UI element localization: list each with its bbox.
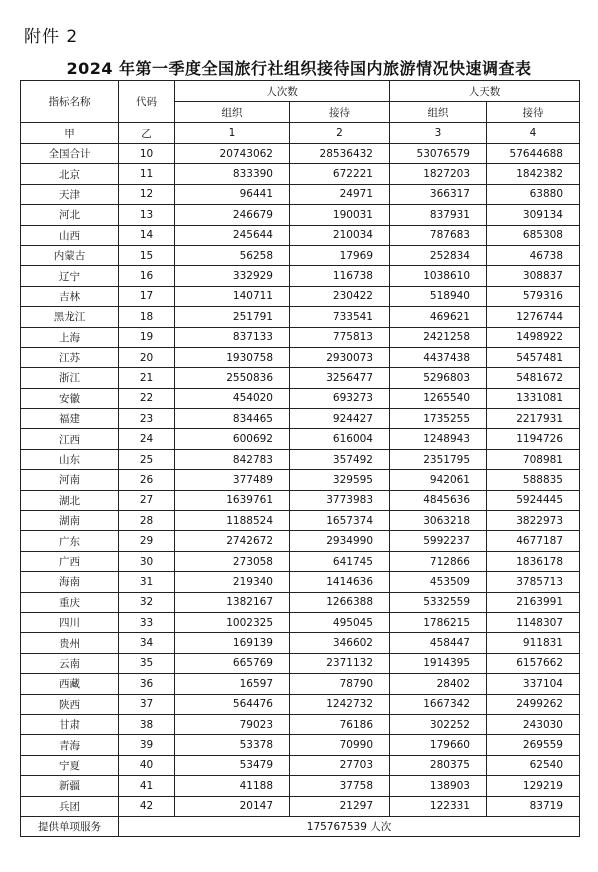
region-name-cell: 广东 [21,531,119,551]
organize-days-cell: 712866 [390,551,487,571]
code-cell: 40 [119,755,175,775]
receive-days-cell: 1276744 [487,307,580,327]
receive-times-cell: 775813 [290,327,390,347]
table-row [21,755,580,775]
table-row [21,409,580,429]
receive-days-cell: 6157662 [487,653,580,673]
receive-days-cell: 579316 [487,286,580,306]
code-cell: 28 [119,511,175,531]
organize-days-cell: 122331 [390,796,487,816]
receive-days-cell: 2163991 [487,592,580,612]
organize-days-cell: 1735255 [390,409,487,429]
organize-days-cell: 1038610 [390,266,487,286]
receive-times-cell: 3773983 [290,490,390,510]
table-row [21,205,580,225]
code-cell: 14 [119,225,175,245]
header-row-3 [21,123,580,144]
organize-times-cell: 1639761 [175,490,290,510]
receive-times-cell: 2371132 [290,653,390,673]
header-indicator: 指标名称 [21,81,119,123]
organize-times-cell: 53479 [175,755,290,775]
region-name-cell: 浙江 [21,368,119,388]
region-name-cell: 天津 [21,184,119,204]
document-title: 2024 年第一季度全国旅行社组织接待国内旅游情况快速调查表 [66,59,532,78]
region-name-cell: 内蒙古 [21,245,119,265]
header-col-4: 4 [487,123,580,144]
header-row-1 [21,81,580,102]
code-cell: 30 [119,551,175,571]
receive-times-cell: 190031 [290,205,390,225]
table-row [21,490,580,510]
code-cell: 20 [119,347,175,367]
region-name-cell: 重庆 [21,592,119,612]
header-person-times: 人次数 [175,81,390,102]
receive-days-cell: 46738 [487,245,580,265]
receive-days-cell: 243030 [487,714,580,734]
receive-days-cell: 4677187 [487,531,580,551]
code-cell: 36 [119,674,175,694]
receive-days-cell: 1498922 [487,327,580,347]
organize-days-cell: 53076579 [390,144,487,164]
region-name-cell: 河北 [21,205,119,225]
code-cell: 24 [119,429,175,449]
organize-times-cell: 245644 [175,225,290,245]
code-cell: 41 [119,776,175,796]
header-receive-days: 接待 [487,102,580,123]
code-cell: 27 [119,490,175,510]
receive-days-cell: 3822973 [487,511,580,531]
header-col-3: 3 [390,123,487,144]
organize-days-cell: 280375 [390,755,487,775]
receive-days-cell: 129219 [487,776,580,796]
region-name-cell: 湖南 [21,511,119,531]
region-name-cell: 安徽 [21,388,119,408]
region-name-cell: 贵州 [21,633,119,653]
organize-days-cell: 1786215 [390,612,487,632]
receive-days-cell: 308837 [487,266,580,286]
receive-times-cell: 495045 [290,612,390,632]
organize-days-cell: 1248943 [390,429,487,449]
organize-days-cell: 787683 [390,225,487,245]
table-row [21,225,580,245]
region-name-cell: 河南 [21,470,119,490]
header-code: 代码 [119,81,175,123]
header-label-b: 乙 [119,123,175,144]
organize-times-cell: 79023 [175,714,290,734]
organize-days-cell: 5992237 [390,531,487,551]
organize-times-cell: 1930758 [175,347,290,367]
organize-times-cell: 273058 [175,551,290,571]
organize-times-cell: 2550836 [175,368,290,388]
organize-times-cell: 20147 [175,796,290,816]
region-name-cell: 山东 [21,449,119,469]
receive-days-cell: 1148307 [487,612,580,632]
organize-times-cell: 665769 [175,653,290,673]
code-cell: 21 [119,368,175,388]
organize-times-cell: 251791 [175,307,290,327]
receive-days-cell: 2499262 [487,694,580,714]
region-name-cell: 陕西 [21,694,119,714]
organize-times-cell: 219340 [175,572,290,592]
receive-times-cell: 693273 [290,388,390,408]
receive-days-cell: 5924445 [487,490,580,510]
code-cell: 13 [119,205,175,225]
region-name-cell: 宁夏 [21,755,119,775]
organize-days-cell: 1667342 [390,694,487,714]
organize-days-cell: 453509 [390,572,487,592]
receive-times-cell: 346602 [290,633,390,653]
organize-days-cell: 2351795 [390,449,487,469]
code-cell: 32 [119,592,175,612]
code-cell: 31 [119,572,175,592]
receive-times-cell: 1266388 [290,592,390,612]
header-receive-times: 接待 [290,102,390,123]
organize-days-cell: 469621 [390,307,487,327]
code-cell: 19 [119,327,175,347]
table-row [21,714,580,734]
organize-days-cell: 179660 [390,735,487,755]
organize-times-cell: 1382167 [175,592,290,612]
receive-times-cell: 76186 [290,714,390,734]
code-cell: 11 [119,164,175,184]
code-cell: 18 [119,307,175,327]
code-cell: 17 [119,286,175,306]
organize-times-cell: 842783 [175,449,290,469]
receive-times-cell: 733541 [290,307,390,327]
organize-times-cell: 1188524 [175,511,290,531]
receive-times-cell: 17969 [290,245,390,265]
code-cell: 25 [119,449,175,469]
organize-times-cell: 1002325 [175,612,290,632]
receive-days-cell: 5457481 [487,347,580,367]
header-organize-times: 组织 [175,102,290,123]
code-cell: 35 [119,653,175,673]
table-row [21,592,580,612]
organize-times-cell: 20743062 [175,144,290,164]
organize-times-cell: 56258 [175,245,290,265]
code-cell: 26 [119,470,175,490]
receive-times-cell: 70990 [290,735,390,755]
table-row [21,347,580,367]
region-name-cell: 海南 [21,572,119,592]
region-name-cell: 湖北 [21,490,119,510]
receive-times-cell: 2930073 [290,347,390,367]
table-row [21,653,580,673]
table-row [21,266,580,286]
code-cell: 22 [119,388,175,408]
region-name-cell: 吉林 [21,286,119,306]
receive-days-cell: 1194726 [487,429,580,449]
receive-times-cell: 672221 [290,164,390,184]
footer-value: 175767539 人次 [119,816,580,836]
organize-days-cell: 458447 [390,633,487,653]
organize-days-cell: 1914395 [390,653,487,673]
table-row [21,612,580,632]
organize-days-cell: 5332559 [390,592,487,612]
receive-times-cell: 21297 [290,796,390,816]
table-row [21,449,580,469]
code-cell: 29 [119,531,175,551]
region-name-cell: 江西 [21,429,119,449]
header-person-days: 人天数 [390,81,580,102]
organize-days-cell: 942061 [390,470,487,490]
region-name-cell: 青海 [21,735,119,755]
organize-times-cell: 454020 [175,388,290,408]
receive-times-cell: 1414636 [290,572,390,592]
header-col-1: 1 [175,123,290,144]
receive-days-cell: 57644688 [487,144,580,164]
table-row [21,368,580,388]
footer-label: 提供单项服务 [21,816,119,836]
region-name-cell: 兵团 [21,796,119,816]
organize-days-cell: 302252 [390,714,487,734]
receive-times-cell: 24971 [290,184,390,204]
organize-days-cell: 3063218 [390,511,487,531]
table-row [21,776,580,796]
region-name-cell: 上海 [21,327,119,347]
table-row [21,388,580,408]
region-name-cell: 云南 [21,653,119,673]
receive-days-cell: 269559 [487,735,580,755]
code-cell: 42 [119,796,175,816]
region-name-cell: 福建 [21,409,119,429]
receive-times-cell: 616004 [290,429,390,449]
organize-times-cell: 564476 [175,694,290,714]
receive-days-cell: 3785713 [487,572,580,592]
organize-times-cell: 837133 [175,327,290,347]
organize-days-cell: 2421258 [390,327,487,347]
receive-times-cell: 2934990 [290,531,390,551]
region-name-cell: 甘肃 [21,714,119,734]
receive-days-cell: 1331081 [487,388,580,408]
organize-times-cell: 332929 [175,266,290,286]
organize-days-cell: 138903 [390,776,487,796]
code-cell: 16 [119,266,175,286]
receive-times-cell: 1657374 [290,511,390,531]
receive-days-cell: 63880 [487,184,580,204]
region-name-cell: 西藏 [21,674,119,694]
receive-days-cell: 2217931 [487,409,580,429]
organize-times-cell: 246679 [175,205,290,225]
receive-days-cell: 588835 [487,470,580,490]
table-row [21,286,580,306]
receive-times-cell: 357492 [290,449,390,469]
table-row [21,307,580,327]
footer-row [21,816,580,836]
table-row [21,551,580,571]
receive-times-cell: 28536432 [290,144,390,164]
code-cell: 12 [119,184,175,204]
header-col-2: 2 [290,123,390,144]
code-cell: 15 [119,245,175,265]
receive-days-cell: 83719 [487,796,580,816]
organize-days-cell: 837931 [390,205,487,225]
organize-times-cell: 2742672 [175,531,290,551]
organize-days-cell: 518940 [390,286,487,306]
table-row [21,531,580,551]
table-row [21,735,580,755]
organize-days-cell: 1827203 [390,164,487,184]
receive-times-cell: 116738 [290,266,390,286]
receive-times-cell: 37758 [290,776,390,796]
organize-days-cell: 4845636 [390,490,487,510]
receive-days-cell: 1842382 [487,164,580,184]
region-name-cell: 新疆 [21,776,119,796]
region-name-cell: 全国合计 [21,144,119,164]
receive-days-cell: 708981 [487,449,580,469]
receive-days-cell: 5481672 [487,368,580,388]
header-label-a: 甲 [21,123,119,144]
organize-times-cell: 834465 [175,409,290,429]
receive-days-cell: 337104 [487,674,580,694]
survey-table [20,80,580,837]
receive-times-cell: 329595 [290,470,390,490]
code-cell: 10 [119,144,175,164]
region-name-cell: 四川 [21,612,119,632]
code-cell: 33 [119,612,175,632]
receive-times-cell: 1242732 [290,694,390,714]
receive-times-cell: 27703 [290,755,390,775]
organize-days-cell: 28402 [390,674,487,694]
code-cell: 37 [119,694,175,714]
region-name-cell: 辽宁 [21,266,119,286]
region-name-cell: 黑龙江 [21,307,119,327]
code-cell: 38 [119,714,175,734]
table-row [21,327,580,347]
receive-days-cell: 685308 [487,225,580,245]
organize-times-cell: 16597 [175,674,290,694]
region-name-cell: 江苏 [21,347,119,367]
receive-days-cell: 1836178 [487,551,580,571]
attachment-label: 附件 2 [24,27,79,47]
organize-days-cell: 1265540 [390,388,487,408]
organize-days-cell: 252834 [390,245,487,265]
header-organize-days: 组织 [390,102,487,123]
table-row [21,470,580,490]
receive-days-cell: 309134 [487,205,580,225]
table-row [21,245,580,265]
receive-times-cell: 924427 [290,409,390,429]
receive-times-cell: 641745 [290,551,390,571]
table-row [21,796,580,816]
organize-times-cell: 53378 [175,735,290,755]
organize-days-cell: 5296803 [390,368,487,388]
code-cell: 34 [119,633,175,653]
region-name-cell: 北京 [21,164,119,184]
code-cell: 23 [119,409,175,429]
region-name-cell: 广西 [21,551,119,571]
table-row [21,144,580,164]
organize-times-cell: 377489 [175,470,290,490]
organize-times-cell: 833390 [175,164,290,184]
table-row [21,164,580,184]
receive-times-cell: 3256477 [290,368,390,388]
table-row [21,184,580,204]
table-row [21,429,580,449]
receive-times-cell: 230422 [290,286,390,306]
table-row [21,674,580,694]
organize-times-cell: 169139 [175,633,290,653]
table-row [21,633,580,653]
receive-days-cell: 62540 [487,755,580,775]
table-row [21,572,580,592]
code-cell: 39 [119,735,175,755]
table-row [21,694,580,714]
region-name-cell: 山西 [21,225,119,245]
organize-times-cell: 41188 [175,776,290,796]
receive-days-cell: 911831 [487,633,580,653]
organize-times-cell: 600692 [175,429,290,449]
organize-days-cell: 366317 [390,184,487,204]
receive-times-cell: 78790 [290,674,390,694]
organize-times-cell: 96441 [175,184,290,204]
receive-times-cell: 210034 [290,225,390,245]
organize-days-cell: 4437438 [390,347,487,367]
table-row [21,511,580,531]
organize-times-cell: 140711 [175,286,290,306]
